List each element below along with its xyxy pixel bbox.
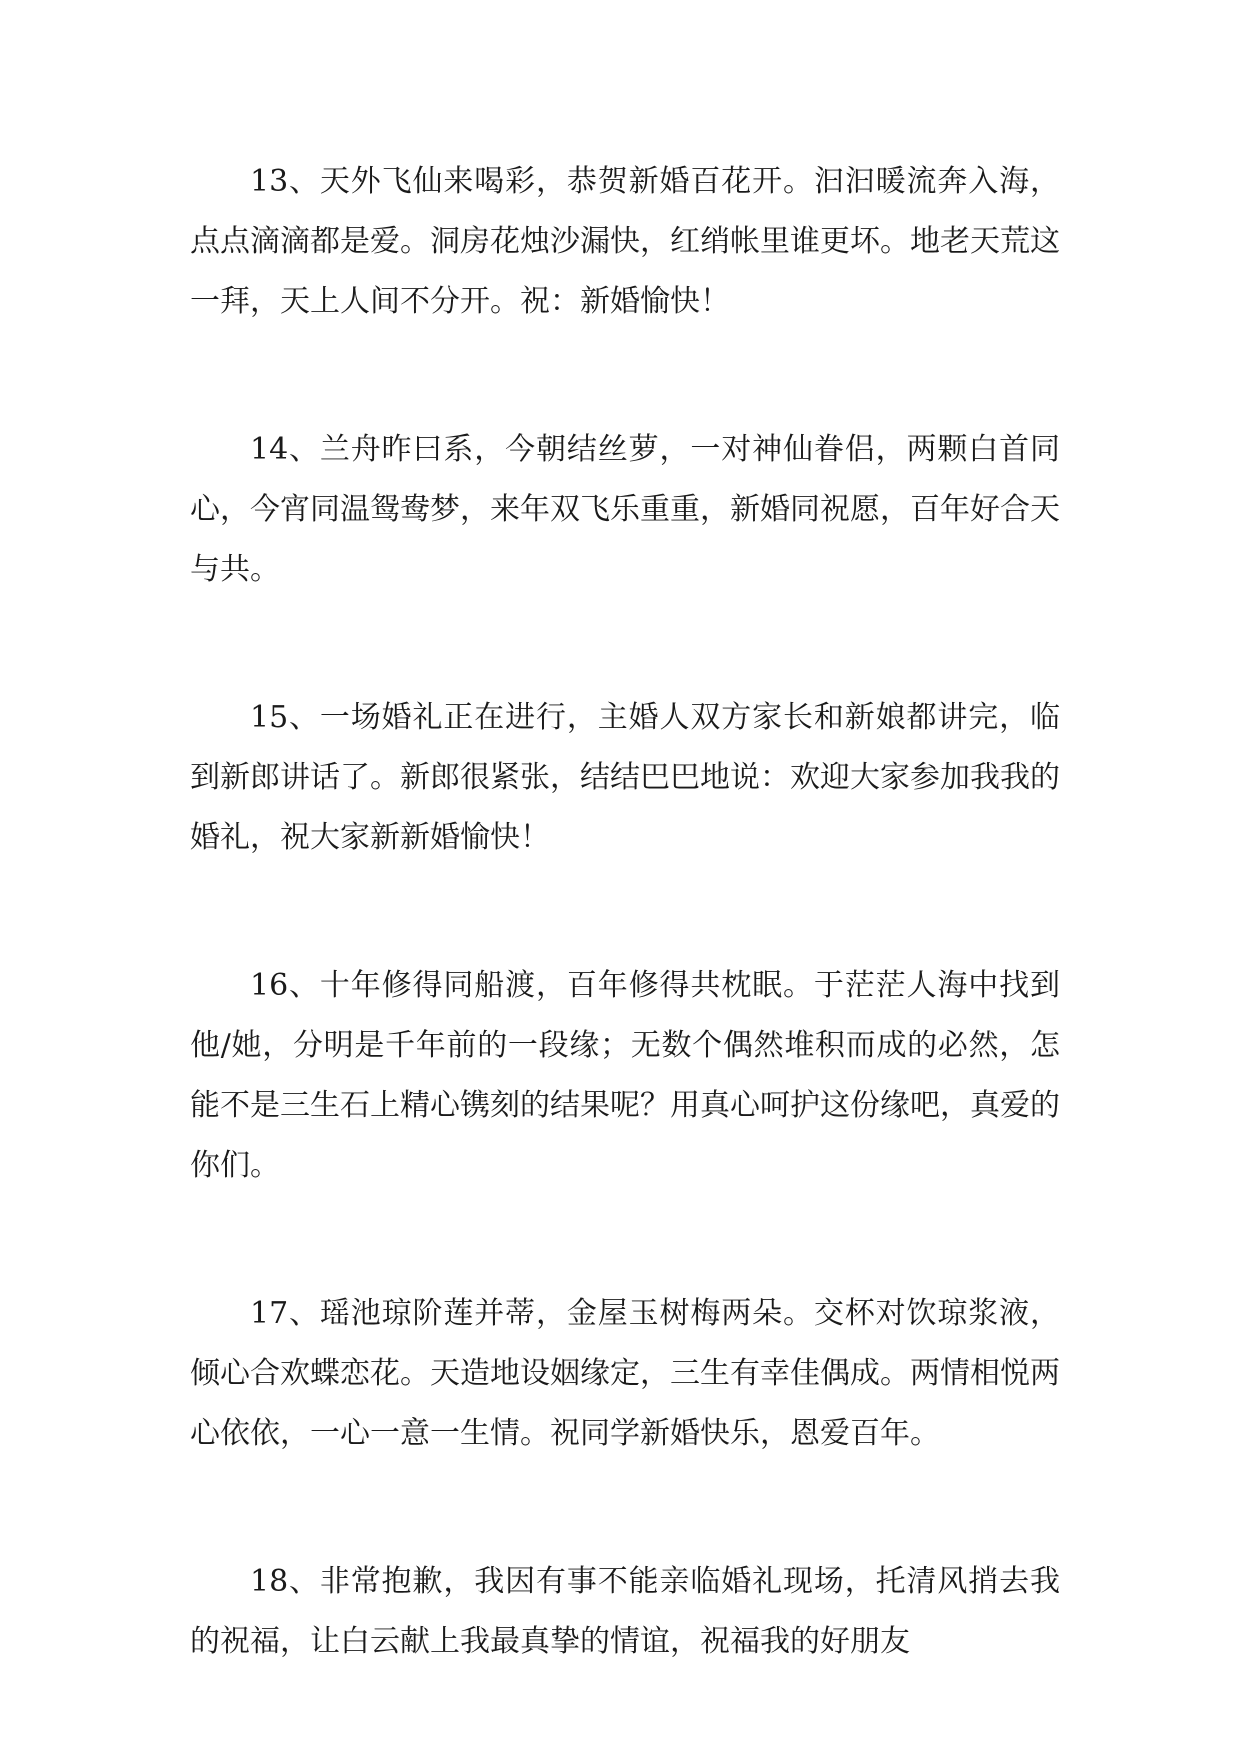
paragraph-16: 16、十年修得同船渡，百年修得共枕眠。于茫茫人海中找到他/她，分明是千年前的一段缘；无数个偶然堆积而成的必然，怎能不是三生石上精心镌刻的结果呢？用真心呵护这份缘吧，真爱的你们。 bbox=[190, 968, 1060, 1183]
paragraph-13: 13、天外飞仙来喝彩，恭贺新婚百花开。汩汩暖流奔入海，点点滴滴都是爱。洞房花烛沙漏快，红绡帐里谁更坏。地老天荒这一拜，天上人间不分开。祝：新婚愉快！ bbox=[190, 164, 1060, 319]
paragraph-14: 14、兰舟昨曰系，今朝结丝萝，一对神仙眷侣，两颗白首同心，今宵同温鸳鸯梦，来年双飞乐重重，新婚同祝愿，百年好合天与共。 bbox=[190, 432, 1060, 587]
paragraph-18: 18、非常抱歉，我因有事不能亲临婚礼现场，托清风捎去我的祝福，让白云献上我最真挚的情谊，祝福我的好朋友 bbox=[190, 1564, 1060, 1659]
document-page bbox=[190, 152, 1060, 1672]
paragraph-15: 15、一场婚礼正在进行，主婚人双方家长和新娘都讲完，临到新郎讲话了。新郎很紧张，结结巴巴地说：欢迎大家参加我我的婚礼，祝大家新新婚愉快！ bbox=[190, 700, 1060, 855]
paragraph-17: 17、瑶池琼阶莲并蒂，金屋玉树梅两朵。交杯对饮琼浆液，倾心合欢蝶恋花。天造地设姻缘定，三生有幸佳偶成。两情相悦两心依依，一心一意一生情。祝同学新婚快乐，恩爱百年。 bbox=[190, 1296, 1060, 1451]
